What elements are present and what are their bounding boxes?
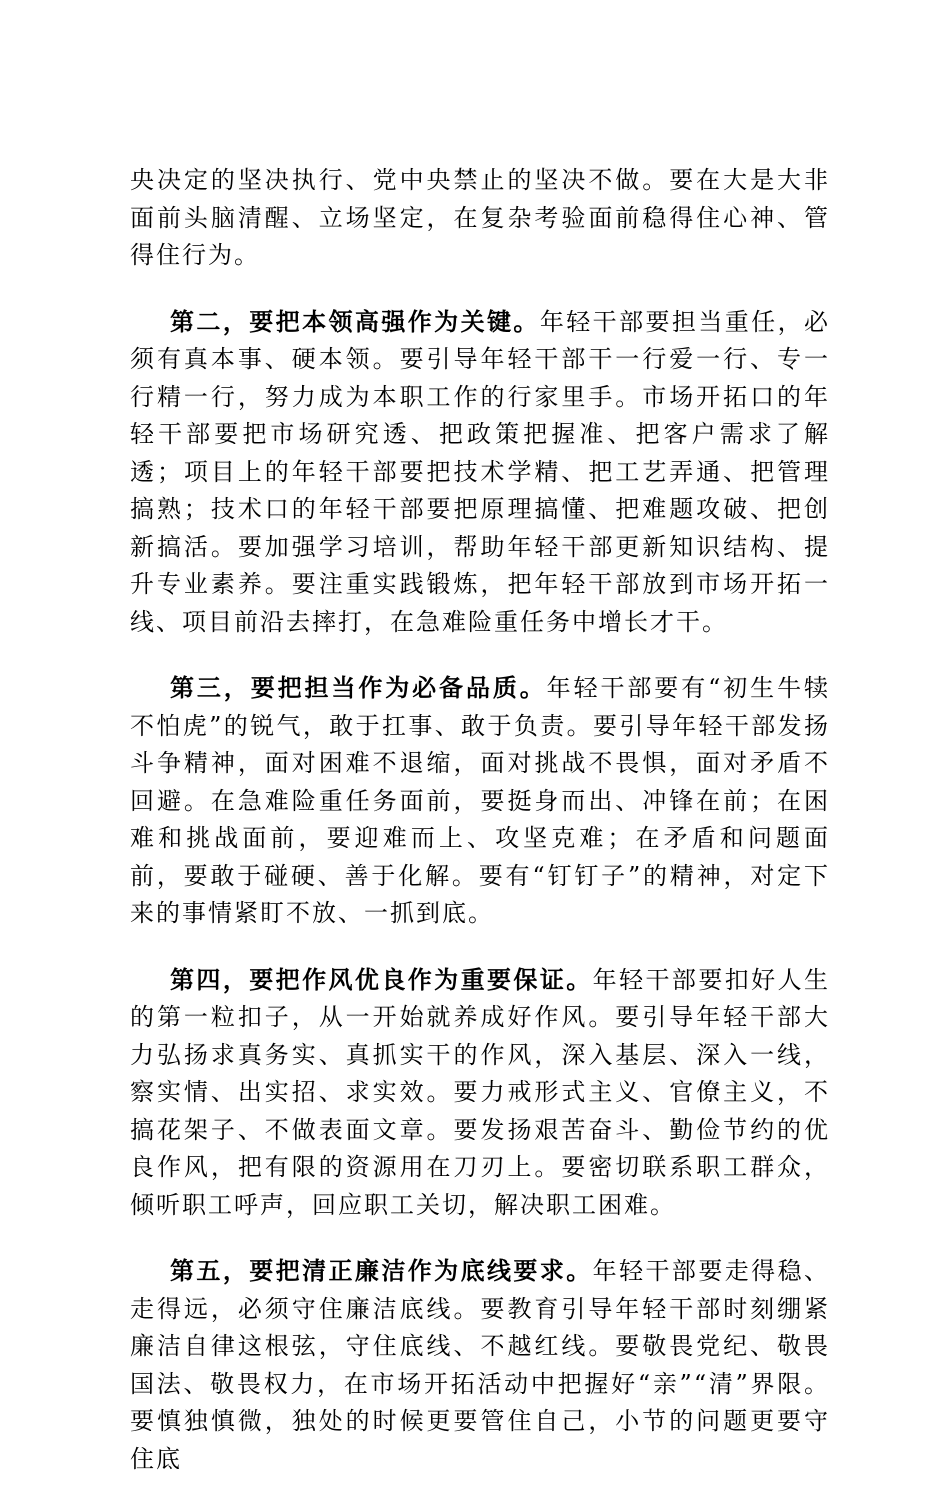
continuation-paragraph: 央决定的坚决执行、党中央禁止的坚决不做。要在大是大非面前头脑清醒、立场坚定，在复杂考验面前稳得住心神、管得住行为。 [130,166,830,269]
section-5-heading: 第五，要把清正廉洁作为底线要求。 [170,1256,593,1285]
document-body [130,162,830,1506]
section-3-paragraph [130,669,830,933]
section-4-body: 年轻干部要扣好人生的第一粒扣子，从一开始就养成好作风。要引导年轻干部大力弘扬求真务实、真抓实干的作风，深入基层、深入一线，察实情、出实招、求实效。要力戒形式主义、官僚主义，不搞花架子、不做表面文章。要发扬艰苦奋斗、勤俭节约的优良作风，把有限的资源用在刀刃上。要密切联系职工群众，倾听职工呼声，回应职工关切，解决职工困难。 [130,965,831,1219]
section-2-heading: 第二，要把本领高强作为关键。 [170,306,540,336]
section-5-paragraph [130,1252,830,1478]
section-2-paragraph [130,303,830,642]
section-3-body: 年轻干部要有“初生牛犊不怕虎”的锐气，敢于扛事、敢于负责。要引导年轻干部发扬斗争精神，面对困难不退缩，面对挑战不畏惧，面对矛盾不回避。在急难险重任务面前，要挺身而出、冲锋在前；在困难和挑战面前，要迎难而上、攻坚克难；在矛盾和问题面前，要敢于碰硬、善于化解。要有“钉钉子”的精神，对定下来的事情紧盯不放、一抓到底。 [130,674,830,927]
section-5-body: 年轻干部要走得稳、走得远，必须守住廉洁底线。要教育引导年轻干部时刻绷紧廉洁自律这根弦，守住底线、不越红线。要敬畏党纪、敬畏国法、敬畏权力，在市场开拓活动中把握好“亲”“清”界限。要慎独慎微，独处的时候更要管住自己，小节的问题更要守住底 [130,1257,831,1473]
section-4-paragraph [130,961,830,1225]
section-3-heading: 第三，要把担当作为必备品质。 [170,673,547,702]
section-4-heading: 第四，要把作风优良作为重要保证。 [170,964,593,994]
section-2-body: 年轻干部要担当重任，必须有真本事、硬本领。要引导年轻干部干一行爱一行、专一行精一行，努力成为本职工作的行家里手。市场开拓口的年轻干部要把市场研究透、把政策把握准、把客户需求了解透；项目上的年轻干部要把技术学精、把工艺弄通、把管理搞熟；技术口的年轻干部要把原理搞懂、把难题攻破、把创新搞活。要加强学习培训，帮助年轻干部更新知识结构、提升专业素养。要注重实践锻炼，把年轻干部放到市场开拓一线、项目前沿去摔打，在急难险重任务中增长才干。 [130,307,831,636]
